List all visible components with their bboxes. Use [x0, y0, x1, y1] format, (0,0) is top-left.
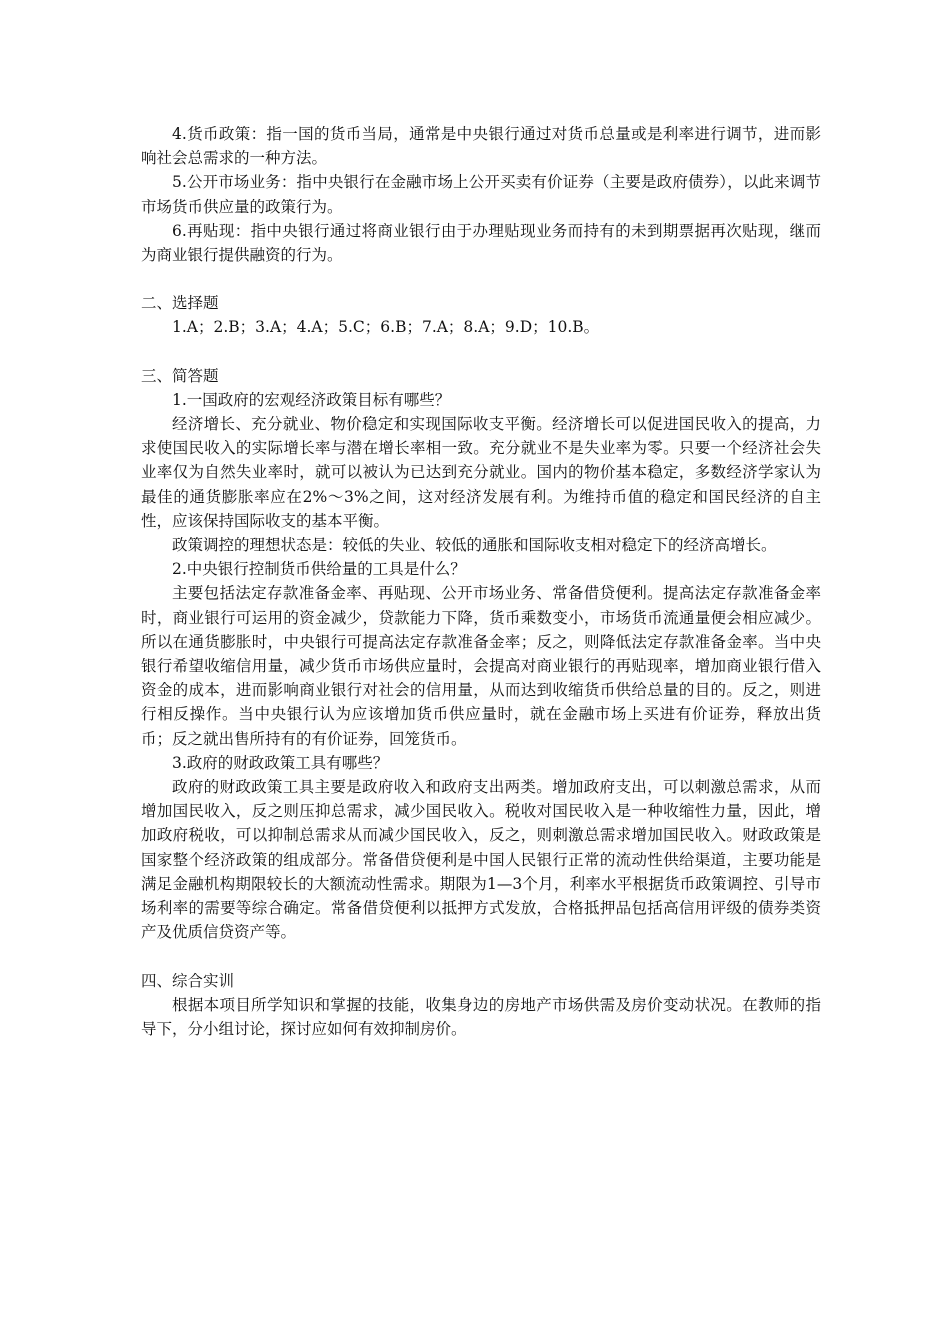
- answer-2: 主要包括法定存款准备金率、再贴现、公开市场业务、常备借贷便利。提高法定存款准备金率时，商业银行可运用的资金减少，贷款能力下降，货币乘数变小，市场货币流通量便会相应减少。所以在通货膨胀时，中央银行可提高法定存款准备金率；反之，则降低法定存款准备金率。当中央银行希望收缩信用量，减少货币市场供应量时，会提高对商业银行的再贴现率，增加商业银行借入资金的成本，进而影响商业银行对社会的信用量，从而达到收缩货币供给总量的目的。反之，则进行相反操作。当中央银行认为应该增加货币供应量时，就在金融市场上买进有价证券，释放出货币；反之就出售所持有的有价证券，回笼货币。: [141, 584, 821, 748]
- question-3: 3.政府的财政政策工具有哪些？: [172, 753, 389, 772]
- answer-1-paragraph-1: 经济增长、充分就业、物价稳定和实现国际收支平衡。经济增长可以促进国民收入的提高，力求使国民收入的实际增长率与潜在增长率相一致。充分就业不是失业率为零。只要一个经济社会失业率仅为自然失业率时，就可以被认为已达到充分就业。国内的物价基本稳定，多数经济学家认为最佳的通货膨胀率应在2%～3%之间，这对经济发展有利。为维持币值的稳定和国民经济的自主性，应该保持国际收支的基本平衡。: [141, 415, 821, 530]
- definition-open-market-operations: 5.公开市场业务：指中央银行在金融市场上公开买卖有价证券（主要是政府债券），以此来调节市场货币供应量的政策行为。: [141, 173, 821, 216]
- definition-rediscount: 6.再贴现：指中央银行通过将商业银行由于办理贴现业务而持有的未到期票据再次贴现，继而为商业银行提供融资的行为。: [141, 221, 821, 265]
- section-gap: [141, 945, 821, 969]
- multiple-choice-answers: 1.A；2.B；3.A；4.A；5.C；6.B；7.A；8.A；9.D；10.B。: [172, 318, 600, 337]
- answer-3: 政府的财政政策工具主要是政府收入和政府支出两类。增加政府支出，可以刺激总需求，从而增加国民收入，反之则压抑总需求，减少国民收入。税收对国民收入是一种收缩性力量，因此，增加政府税收，可以抑制总需求从而减少国民收入，反之，则刺激总需求增加国民收入。财政政策是国家整个经济政策的组成部分。常备借贷便利是中国人民银行正常的流动性供给渠道，主要功能是满足金融机构期限较长的大额流动性需求。期限为1—3个月，利率水平根据货币政策调控、引导市场利率的需要等综合确定。常备借贷便利以抵押方式发放，合格抵押品包括高信用评级的债券类资产及优质信贷资产等。: [141, 778, 821, 942]
- section-gap: [141, 340, 821, 364]
- answer-1-paragraph-2: 政策调控的理想状态是：较低的失业、较低的通胀和国际收支相对稳定下的经济高增长。: [172, 536, 777, 555]
- section-heading-multiple-choice: 二、选择题: [141, 294, 219, 313]
- section-gap: [141, 267, 821, 291]
- section-heading-short-answer: 三、简答题: [141, 366, 219, 385]
- practical-training-text: 根据本项目所学知识和掌握的技能，收集身边的房地产市场供需及房价变动状况。在教师的指导下，分小组讨论，探讨应如何有效抑制房价。: [141, 995, 821, 1038]
- document-page: [141, 122, 821, 1041]
- section-heading-practical-training: 四、综合实训: [141, 971, 235, 990]
- definition-monetary-policy: 4.货币政策：指一国的货币当局，通常是中央银行通过对货币总量或是利率进行调节，进而影响社会总需求的一种方法。: [141, 125, 821, 168]
- question-1: 1.一国政府的宏观经济政策目标有哪些？: [172, 390, 451, 409]
- question-2: 2.中央银行控制货币供给量的工具是什么？: [172, 560, 466, 579]
